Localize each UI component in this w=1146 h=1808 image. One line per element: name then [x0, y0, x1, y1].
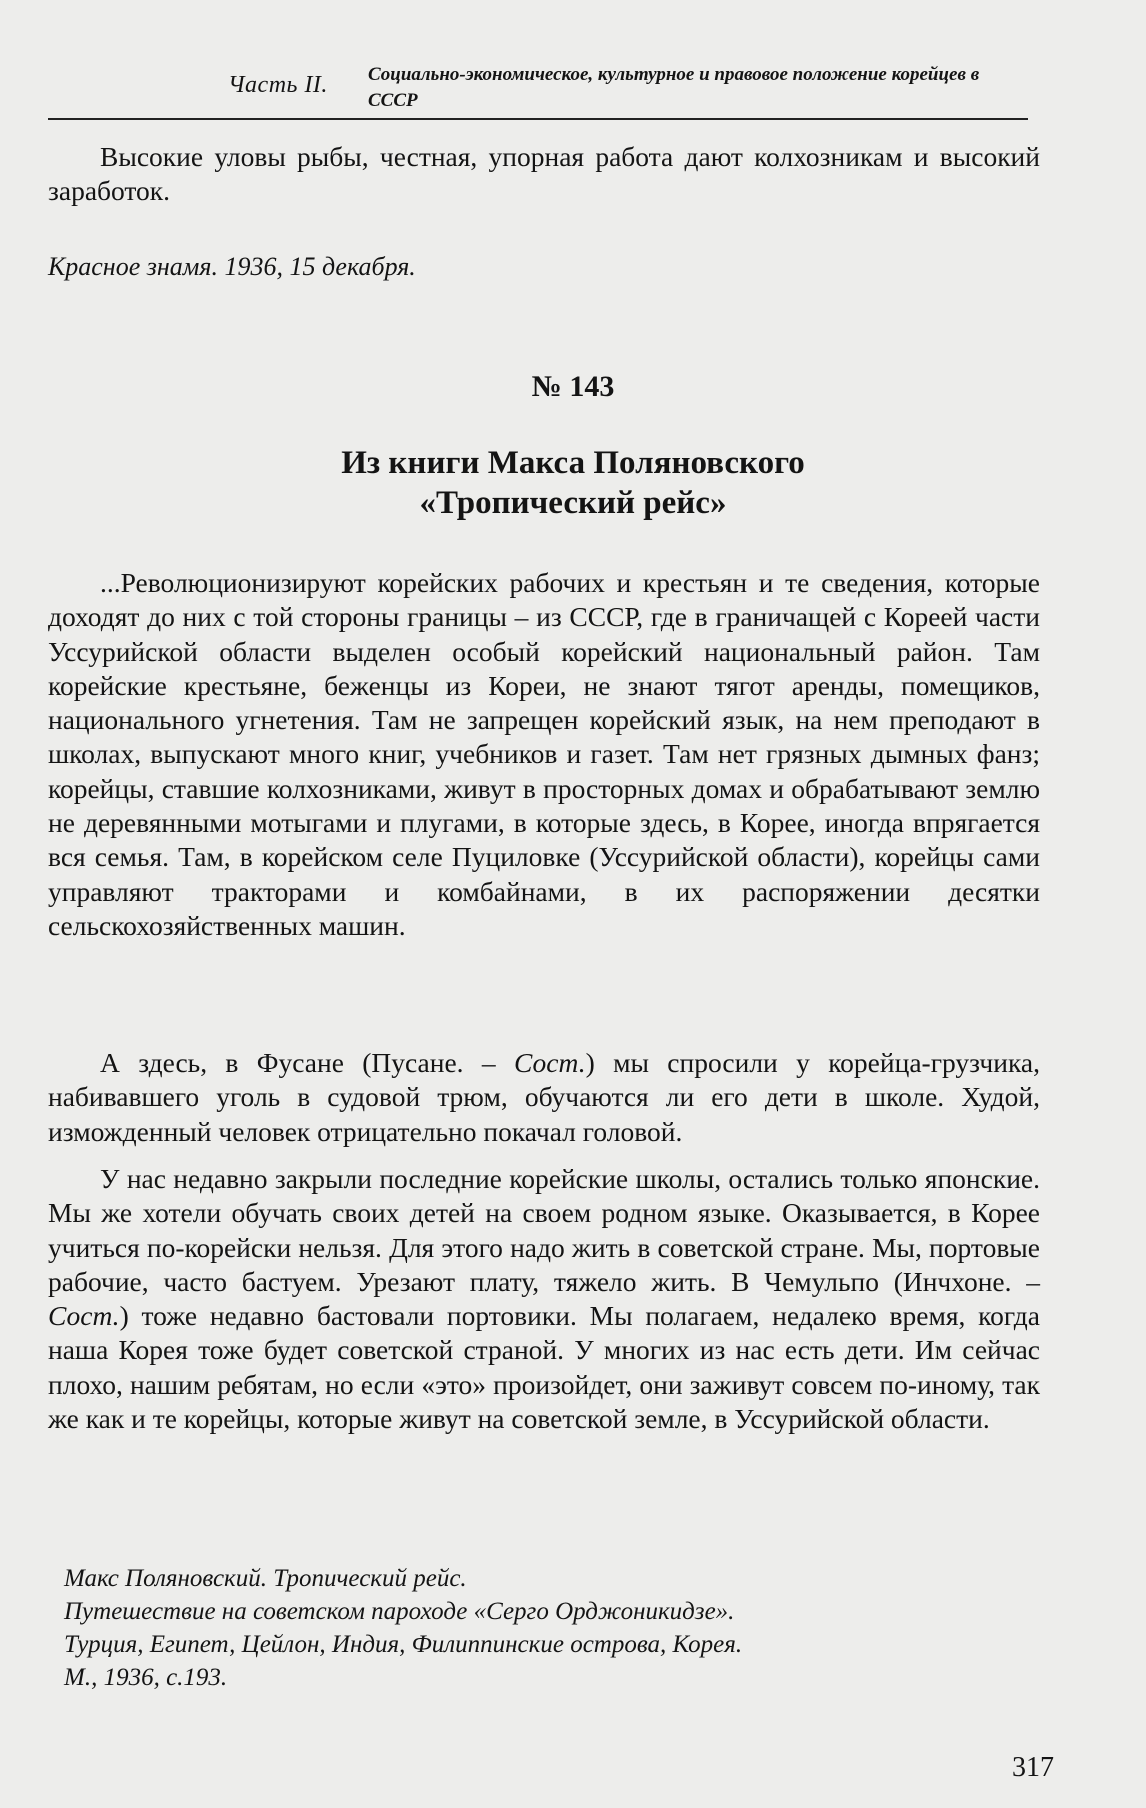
citation-line-2: Путешествие на советском пароходе «Серго Орджоникидзе».: [64, 1598, 735, 1625]
paragraph-3-part-1: У нас недавно закрыли последние корейские школы, остались только японские. Мы же хотели обучать своих детей на своем родном языке. Оказывается, в Корее учиться по-корейски нельзя. Для этого надо жить в советской стране. Мы, портовые рабочие, часто бастуем. Урезают плату, тяжело жить. В Чемульпо (Инчхоне. –: [48, 1163, 1040, 1297]
running-head: [48, 56, 1028, 120]
citation-line-1: Макс Поляновский. Тропический рейс.: [64, 1565, 467, 1592]
running-head-title: Социально-экономическое, культурное и правовое положение корейцев в СССР: [368, 64, 980, 111]
citation-line-4: М., 1936, с.193.: [64, 1664, 228, 1691]
citation-line-3: Турция, Египет, Цейлон, Индия, Филиппинские острова, Корея.: [64, 1631, 743, 1658]
paragraph-2-part-2: ) мы спросили у корейца-грузчика, набивавшего уголь в судовой трюм, обучаются ли его дети в школе. Худой, изможденный человек отрицательно покачал головой.: [48, 1047, 1040, 1147]
paragraph-3-abbr: Сост.: [48, 1300, 120, 1332]
paragraph-2: [48, 1046, 1040, 1149]
paragraph-1: ...Революционизируют корейских рабочих и крестьян и те сведения, которые доходят до них с той стороны границы – из СССР, где в граничащей с Кореей части Уссурийской области выделен особый корейский национальный район. Там корейские крестьяне, беженцы из Кореи, не знают тягот аренды, помещиков, национального угнетения. Там не запрещен корейский язык, на нем преподают в школах, выпускают много книг, учебников и газет. Там нет грязных дымных фанз; корейцы, ставшие колхозниками, живут в просторных домах и обрабатывают землю не деревянными мотыгами и плугами, в которые здесь, в Корее, иногда впрягается вся семья. Там, в корейском селе Пуциловке (Уссурийской области), корейцы сами управляют тракторами и комбайнами, в их распоряжении десятки сельскохозяйственных машин.: [48, 567, 1040, 941]
prev-closing-paragraph: Высокие уловы рыбы, честная, упорная работа дают колхозникам и высокий заработок.: [48, 141, 1040, 207]
paragraph-3: [48, 1162, 1040, 1436]
prev-source: Красное знамя. 1936, 15 декабря.: [48, 252, 416, 281]
document-title: [0, 443, 1146, 523]
document-title-text: Из книги Макса Поляновского «Тропический рейс»: [341, 445, 805, 521]
paragraph-2-part-1: А здесь, в Фусане (Пусане. –: [100, 1047, 515, 1078]
page-number: 317: [1012, 1752, 1054, 1783]
paragraph-2-abbr: Сост.: [514, 1047, 586, 1078]
paragraph-3-part-2: ) тоже недавно бастовали портовики. Мы полагаем, недалеко время, когда наша Корея тоже будет советской страной. У многих из нас есть дети. Им сейчас плохо, нашим ребятам, но если «это» произойдет, они заживут совсем по-иному, так же как и те корейцы, которые живут на советской земле, в Уссурийской области.: [48, 1300, 1040, 1435]
citation: [64, 1562, 742, 1694]
document-number: № 143: [531, 370, 615, 403]
running-head-part: Часть II.: [228, 72, 328, 98]
